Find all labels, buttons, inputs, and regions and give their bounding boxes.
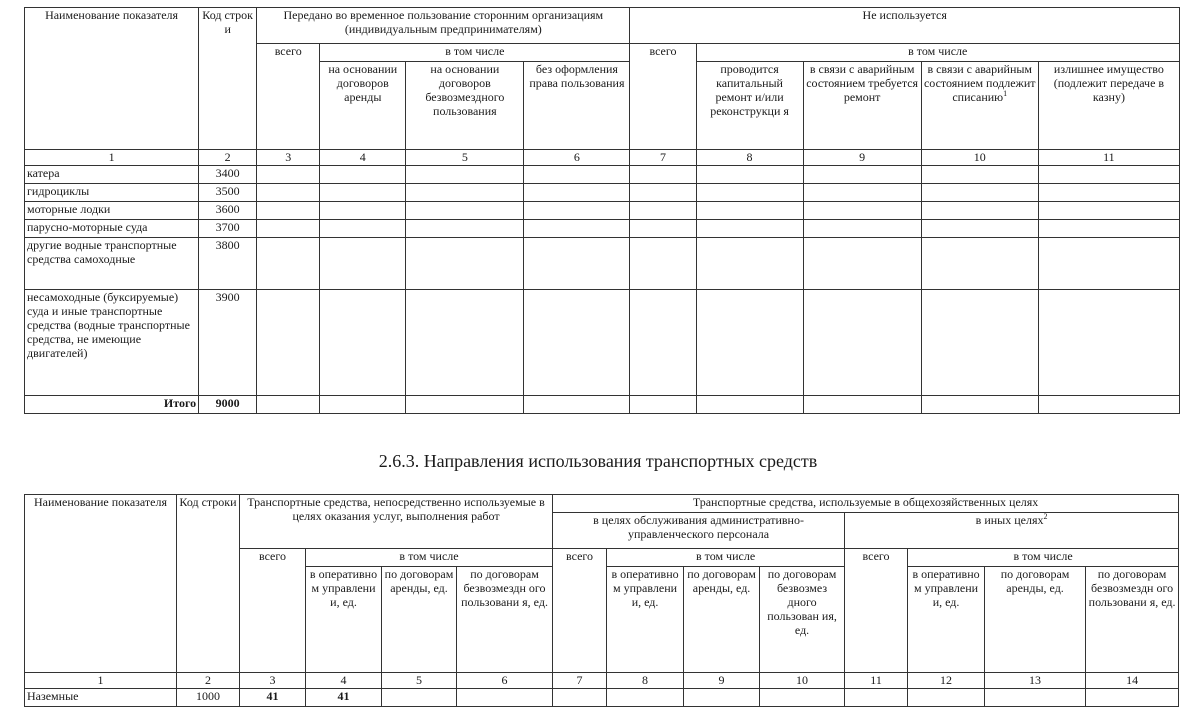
row-name: несамоходные (буксируемые) суда и иные транспортные средства (водные транспортные средства, не имеющие двигателей): [25, 290, 199, 396]
column-numbers-row: [25, 150, 1180, 166]
header-transferred: Передано во временное пользование сторонним организациям (индивидуальным предпринимателям): [257, 8, 630, 44]
header-operative: в оперативно м управлени и, ед.: [306, 567, 382, 673]
table-row: [25, 166, 1180, 184]
row-code: 3500: [199, 184, 257, 202]
col-num: 12: [908, 673, 985, 689]
col-num: 4: [320, 150, 406, 166]
header-admin-including: в том числе: [607, 549, 845, 567]
header-unused-including: в том числе: [696, 44, 1179, 62]
col-num: 11: [845, 673, 908, 689]
header-name: Наименование показателя: [25, 8, 199, 150]
header-general: Транспортные средства, используемые в общехозяйственных целях: [553, 495, 1179, 513]
row-code: 3800: [199, 238, 257, 290]
row-code: 1000: [177, 689, 240, 707]
header-other: в иных целях$^2$: [845, 513, 1179, 549]
header-no-rights: без оформления права пользования: [524, 62, 630, 150]
header-operative: в оперативно м управлени и, ед.: [908, 567, 985, 673]
header-lease: по договорам аренды, ед.: [985, 567, 1086, 673]
col-num: 11: [1038, 150, 1179, 166]
header-free-use: на основании договоров безвозмездного пользования: [406, 62, 524, 150]
header-admin: в целях обслуживания административно-управленческого персонала: [553, 513, 845, 549]
header-lease: по договорам аренды, ед.: [684, 567, 760, 673]
header-unused: Не используется: [630, 8, 1180, 44]
col-num: 9: [803, 150, 921, 166]
header-writeoff: в связи с аварийным состоянием подлежит списанию$^1$: [921, 62, 1038, 150]
col-num: 13: [985, 673, 1086, 689]
cell-operative: 41: [306, 689, 382, 707]
row-name: Наземные: [25, 689, 177, 707]
cell-total: 41: [240, 689, 306, 707]
col-num: 2: [177, 673, 240, 689]
header-free: по договорам безвозмез дного пользован ия, ед.: [760, 567, 845, 673]
col-num: 14: [1086, 673, 1179, 689]
row-name: моторные лодки: [25, 202, 199, 220]
header-lease: по договорам аренды, ед.: [382, 567, 457, 673]
row-name: другие водные транспортные средства самоходные: [25, 238, 199, 290]
table-row: [25, 184, 1180, 202]
header-direct-total: всего: [240, 549, 306, 673]
col-num: 2: [199, 150, 257, 166]
header-admin-total: всего: [553, 549, 607, 673]
col-num: 5: [406, 150, 524, 166]
table-row: [25, 290, 1180, 396]
col-num: 1: [25, 150, 199, 166]
header-other-total: всего: [845, 549, 908, 673]
header-direct-including: в том числе: [306, 549, 553, 567]
table-row: [25, 689, 1179, 707]
header-emergency-repair: в связи с аварийным состоянием требуется ремонт: [803, 62, 921, 150]
row-name: гидроциклы: [25, 184, 199, 202]
col-num: 3: [240, 673, 306, 689]
col-num: 10: [921, 150, 1038, 166]
col-num: 8: [696, 150, 803, 166]
col-num: 10: [760, 673, 845, 689]
header-direct: Транспортные средства, непосредственно используемые в целях оказания услуг, выполнения работ: [240, 495, 553, 549]
column-numbers-row: [25, 673, 1179, 689]
table-row: [25, 202, 1180, 220]
header-free: по договорам безвозмездн ого пользовани я, ед.: [457, 567, 553, 673]
col-num: 1: [25, 673, 177, 689]
row-code: 3900: [199, 290, 257, 396]
header-unused-total: всего: [630, 44, 696, 150]
row-name: катера: [25, 166, 199, 184]
header-transferred-total: всего: [257, 44, 320, 150]
header-free: по договорам безвозмездн ого пользовани я, ед.: [1086, 567, 1179, 673]
col-num: 6: [457, 673, 553, 689]
header-other-including: в том числе: [908, 549, 1179, 567]
table-row: [25, 220, 1180, 238]
section-title: 2.6.3. Направления использования транспортных средств: [378, 451, 818, 471]
row-code: 3600: [199, 202, 257, 220]
header-repair: проводится капитальный ремонт и/или реконструкци я: [696, 62, 803, 150]
water-transport-usage-table: [24, 7, 1180, 414]
row-name: парусно-моторные суда: [25, 220, 199, 238]
row-code: 3400: [199, 166, 257, 184]
col-num: 8: [607, 673, 684, 689]
total-row: [25, 396, 1180, 414]
col-num: 3: [257, 150, 320, 166]
transport-usage-directions-table: [24, 494, 1179, 707]
total-label: Итого: [25, 396, 199, 414]
col-num: 6: [524, 150, 630, 166]
header-lease: на основании договоров аренды: [320, 62, 406, 150]
header-code: Код строк и: [199, 8, 257, 150]
col-num: 5: [382, 673, 457, 689]
header-code: Код строки: [177, 495, 240, 673]
row-code: 3700: [199, 220, 257, 238]
header-surplus: излишнее имущество (подлежит передаче в казну): [1038, 62, 1179, 150]
col-num: 7: [553, 673, 607, 689]
table-row: [25, 238, 1180, 290]
header-operative: в оперативно м управлени и, ед.: [607, 567, 684, 673]
col-num: 7: [630, 150, 696, 166]
header-transferred-including: в том числе: [320, 44, 630, 62]
col-num: 9: [684, 673, 760, 689]
total-code: 9000: [199, 396, 257, 414]
col-num: 4: [306, 673, 382, 689]
header-name: Наименование показателя: [25, 495, 177, 673]
